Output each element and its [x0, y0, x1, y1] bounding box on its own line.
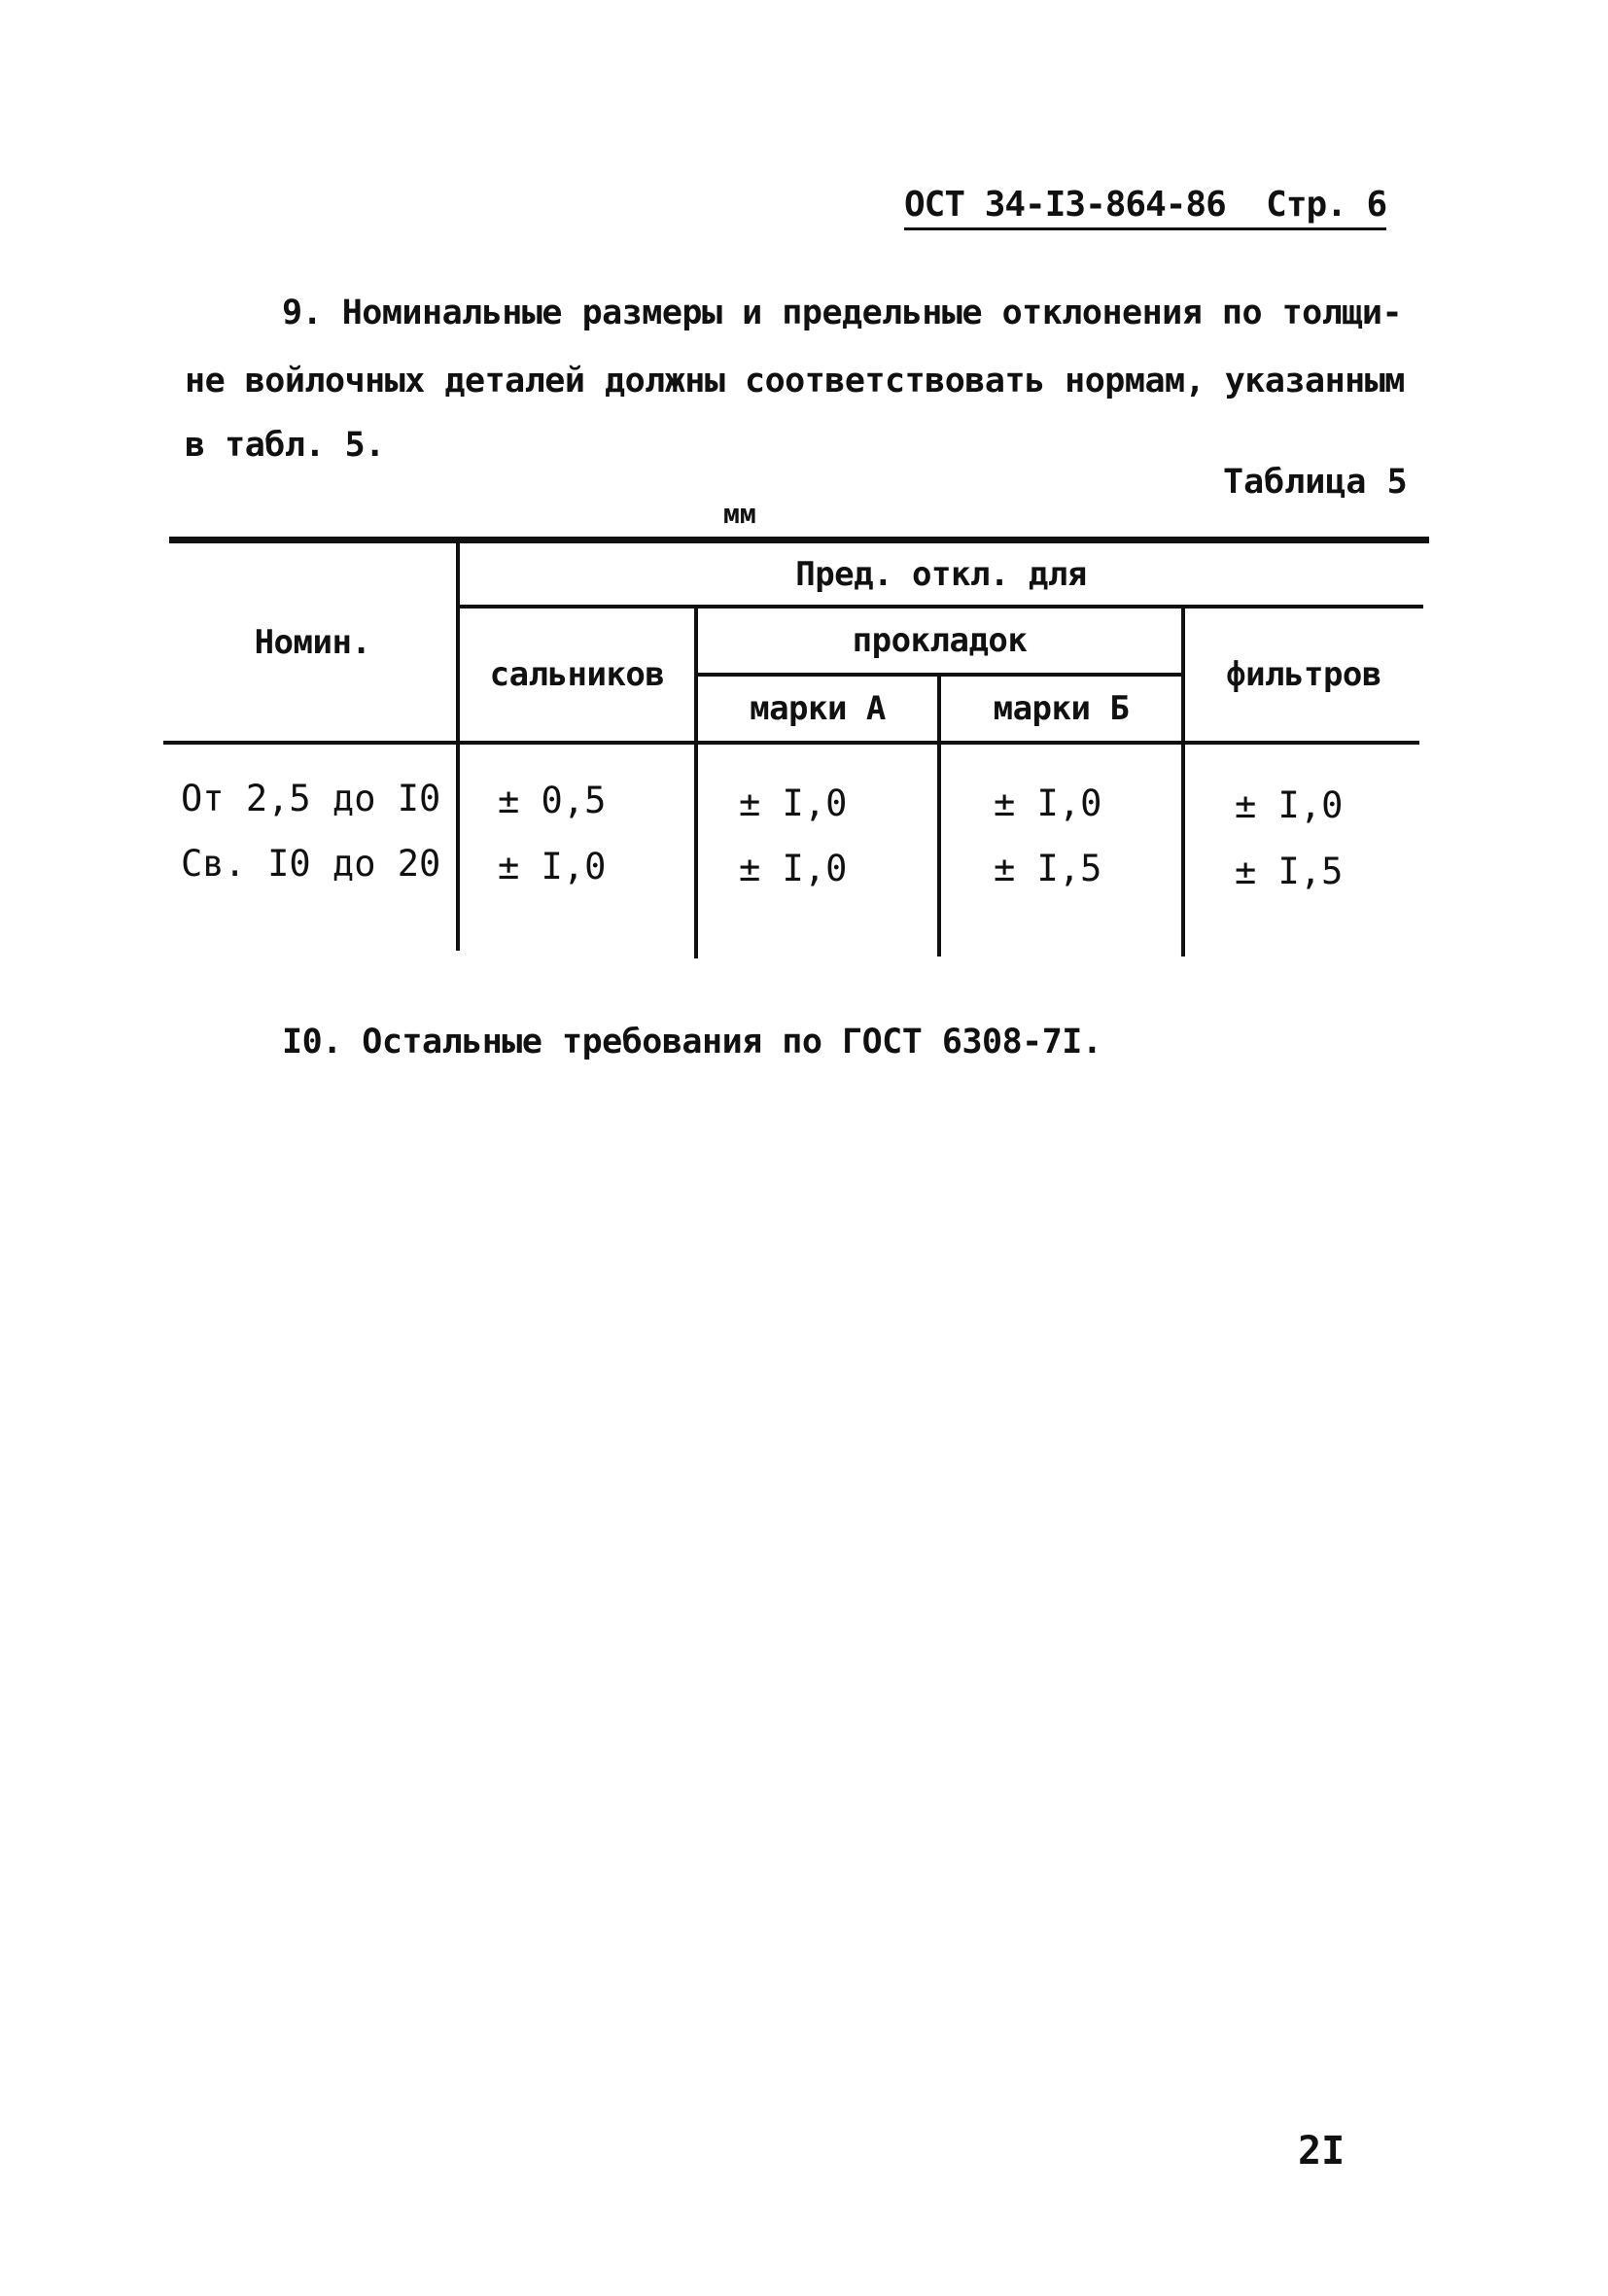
header-underline	[904, 227, 1386, 230]
paragraph-10: I0. Остальные требования по ГОСТ 6308-7I.	[282, 1023, 1102, 1061]
header-grade-a: марки А	[750, 689, 886, 728]
row-2-glands: ± I,0	[498, 846, 607, 887]
row-2-grade-a: ± I,0	[739, 848, 848, 889]
header-glands: сальников	[489, 655, 665, 694]
header-grade-b: марки Б	[993, 689, 1130, 728]
table-caption: Таблица 5	[1223, 463, 1408, 502]
table-units: мм	[723, 498, 756, 530]
row-1-filters: ± I,0	[1235, 784, 1344, 826]
paragraph-9-line-3: в табл. 5.	[185, 426, 385, 465]
row-2-grade-b: ± I,5	[994, 848, 1102, 889]
header-filters: фильтров	[1226, 655, 1381, 694]
header-gaskets: прокладок	[852, 621, 1028, 660]
header-deviation-group: Пред. откл. для	[795, 554, 1087, 594]
running-header	[904, 185, 1386, 225]
header-bottom-rule	[163, 741, 1419, 745]
row-1-nominal: От 2,5 до I0	[181, 778, 441, 819]
page-number: 2I	[1298, 2129, 1346, 2174]
row-2-nominal: Св. I0 до 20	[181, 843, 441, 885]
table-top-rule	[169, 537, 1429, 543]
row-1-grade-b: ± I,0	[994, 783, 1102, 824]
header-nominal: Номин.	[254, 622, 371, 662]
page-label: Стр. 6	[1266, 185, 1387, 225]
document-code: ОСТ 34-I3-864-86	[904, 185, 1226, 225]
row-2-filters: ± I,5	[1235, 851, 1344, 892]
row-1-grade-a: ± I,0	[739, 783, 848, 824]
paragraph-9-line-2: не войлочных деталей должны соответствовать нормам, указанным	[185, 362, 1405, 400]
row-1-glands: ± 0,5	[498, 780, 607, 821]
paragraph-9-line-1: 9. Номинальные размеры и предельные отклонения по толщи-	[282, 294, 1403, 332]
